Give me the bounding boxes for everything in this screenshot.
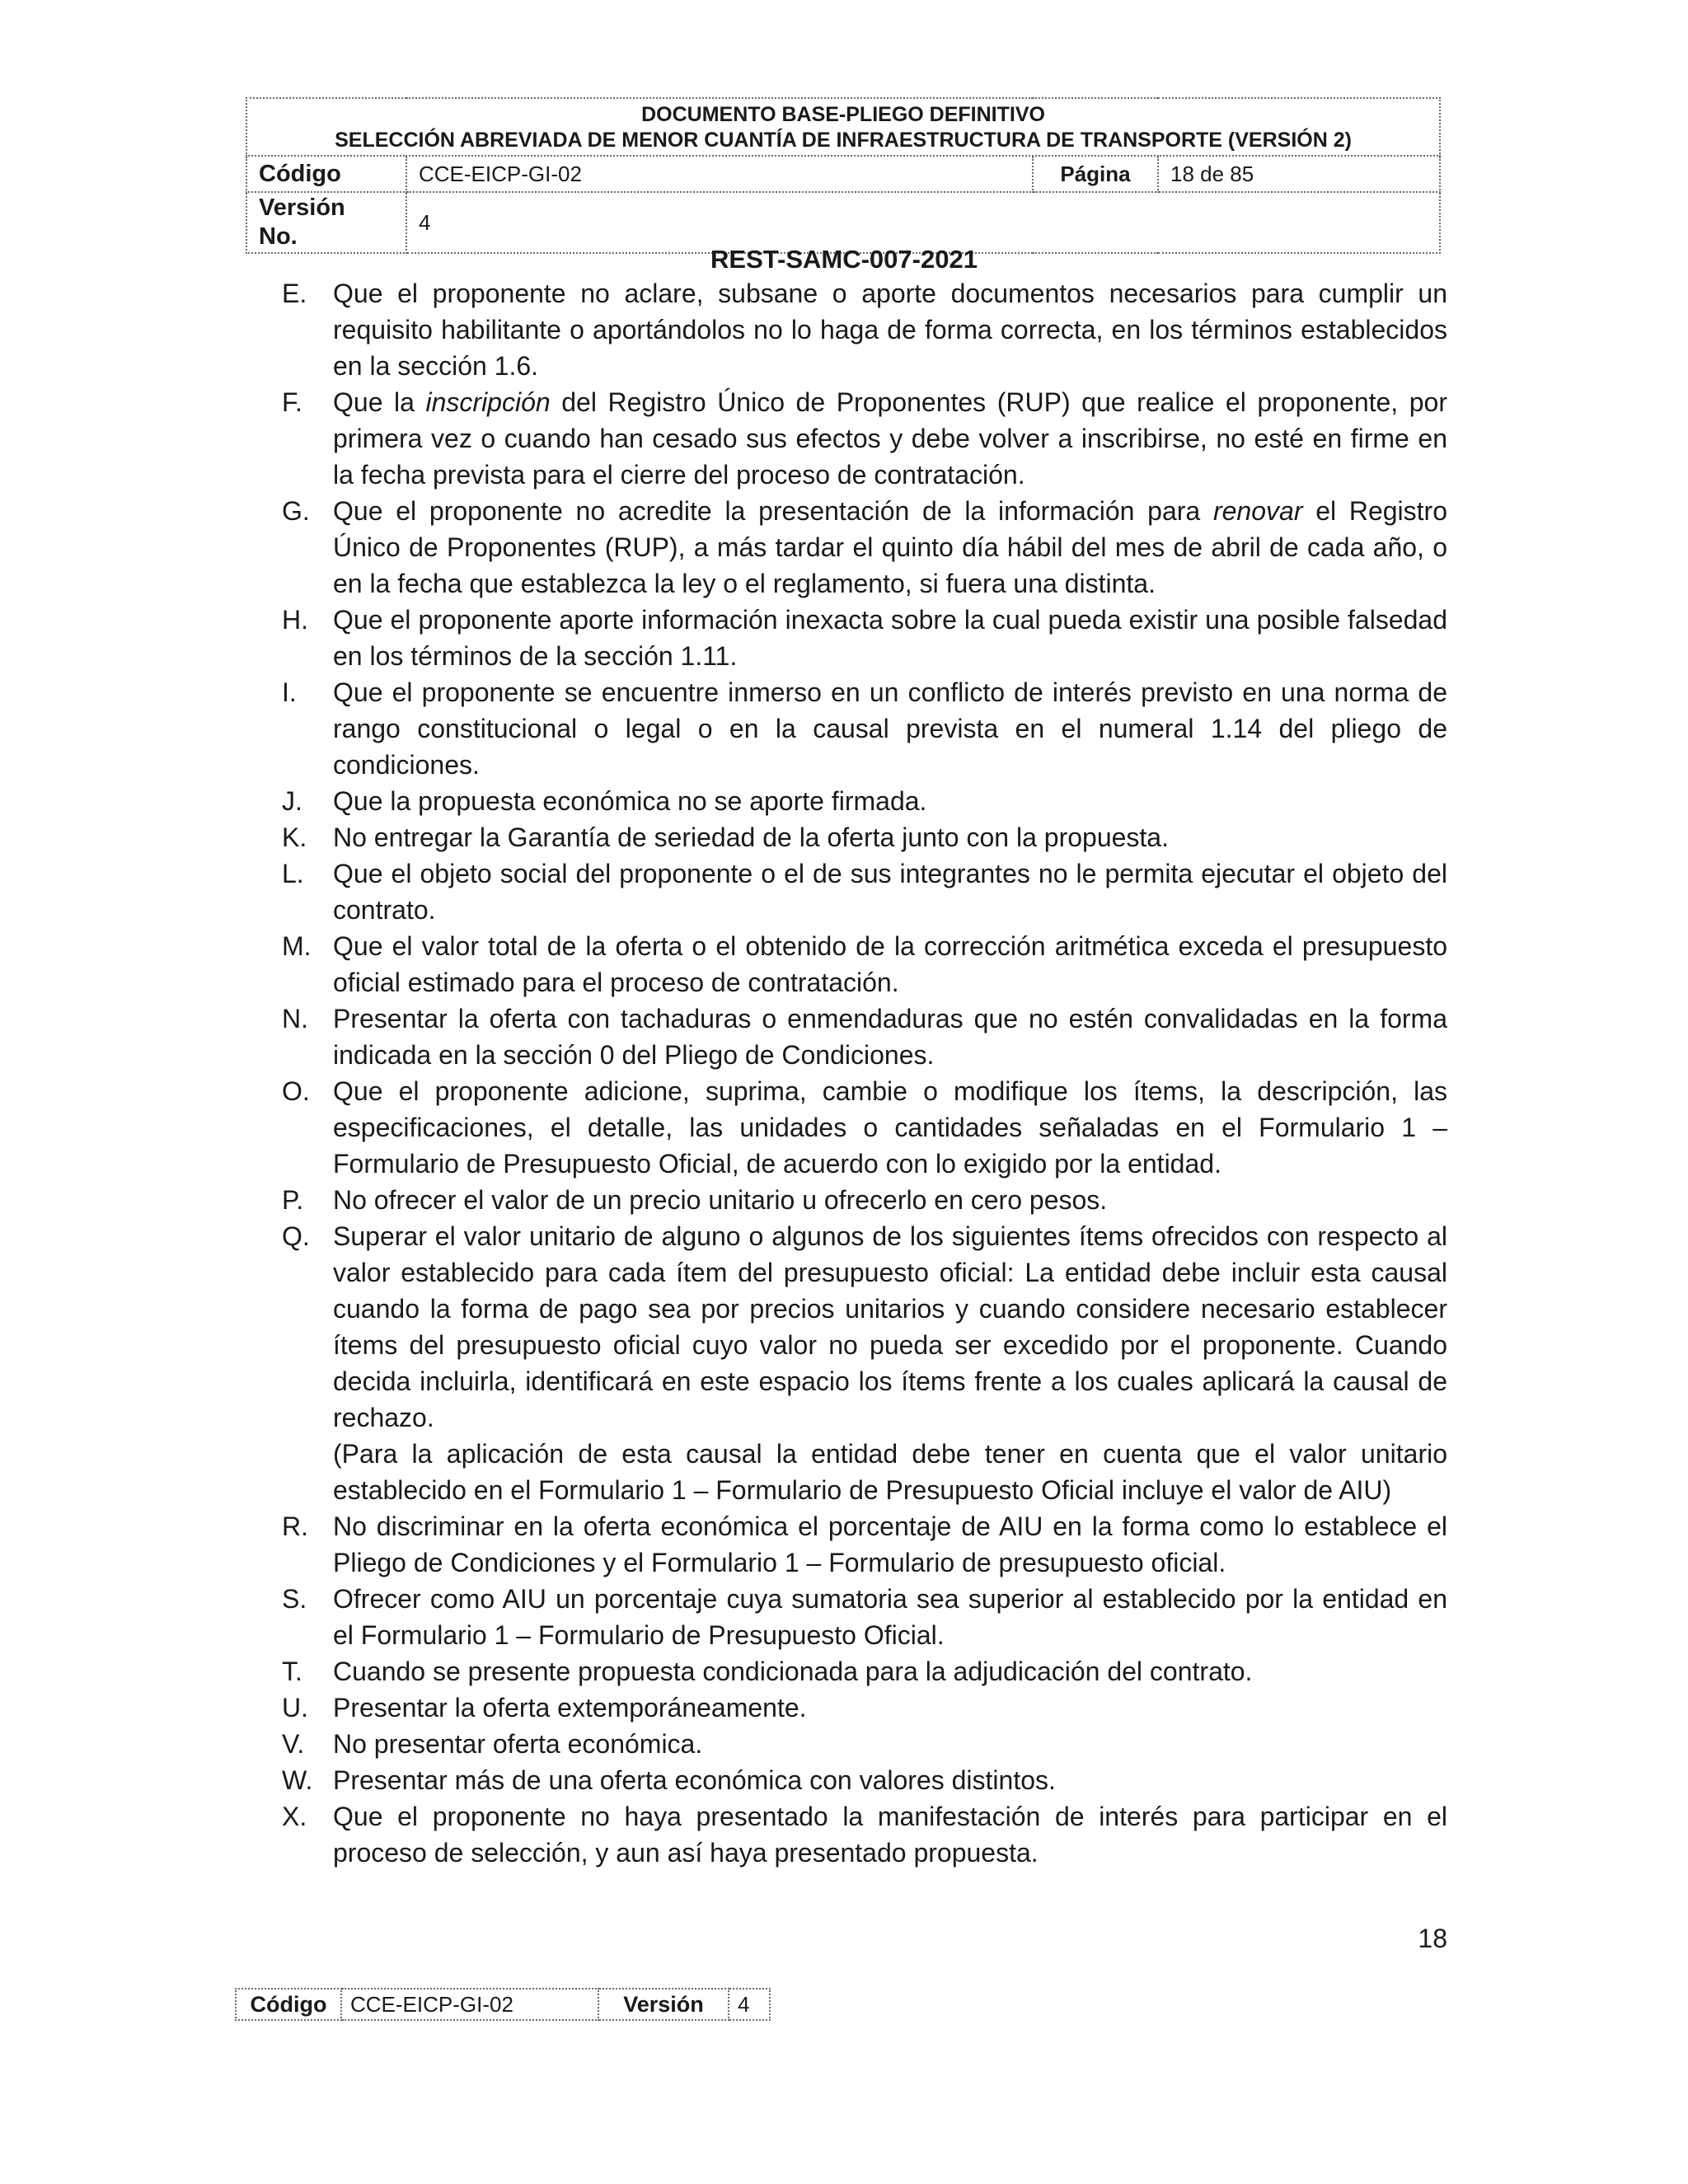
version-label-line-2: No.: [259, 223, 298, 250]
list-item-text: Superar el valor unitario de alguno o algunos de los siguientes ítems ofrecidos con respecto al valor establecido para cada ítem del presupuesto oficial: La entidad debe incluir esta causal cuando la forma de pago sea por precios unitarios y cuando considere necesario establecer ítems del presupuesto oficial cuyo valor no pueda ser excedido por el proponente. Cuando decida incluirla, identificará en este espacio los ítems frente a los cuales aplicará la causal de rechazo.: [333, 1221, 1447, 1432]
list-item: [279, 1001, 1447, 1073]
list-marker: F.: [282, 387, 302, 417]
codigo-label: Código: [246, 156, 406, 192]
list-marker: V.: [282, 1729, 305, 1759]
list-marker: N.: [282, 1004, 308, 1033]
list-marker: E.: [282, 279, 307, 308]
document-title-line-2: SELECCIÓN ABREVIADA DE MENOR CUANTÍA DE INFRAESTRUCTURA DE TRANSPORTE (VERSIÓN 2): [335, 129, 1352, 152]
list-item: [279, 1726, 1447, 1762]
pagina-value: 18 de 85: [1158, 156, 1440, 192]
list-item-text: [333, 384, 1447, 493]
list-item: [279, 384, 1447, 493]
list-item-text: Presentar la oferta extemporáneamente.: [333, 1693, 807, 1722]
document-footer-table: [235, 1988, 771, 2021]
footer-codigo-value: CCE-EICP-GI-02: [341, 1989, 598, 2020]
list-item-text: Que el proponente adicione, suprima, cambie o modifique los ítems, la descripción, las especificaciones, el detalle, las unidades o cantidades señaladas en el Formulario 1 – Formulario de Presupuesto Oficial, de acuerdo con lo exigido por la entidad.: [333, 1076, 1447, 1179]
list-item: [279, 1690, 1447, 1726]
list-marker: H.: [282, 605, 308, 635]
list-item: [279, 674, 1447, 783]
list-item-text: Presentar la oferta con tachaduras o enmendaduras que no estén convalidadas en la forma indicada en la sección 0 del Pliego de Condiciones.: [333, 1004, 1447, 1070]
list-item: [279, 928, 1447, 1001]
list-marker: I.: [282, 677, 297, 707]
list-marker: Q.: [282, 1221, 310, 1251]
list-item-text: Que el valor total de la oferta o el obtenido de la corrección aritmética exceda el presupuesto oficial estimado para el proceso de contratación.: [333, 931, 1447, 997]
list-item-text: [333, 493, 1447, 602]
process-id: REST-SAMC-007-2021: [710, 245, 978, 274]
list-marker: X.: [282, 1802, 307, 1831]
list-item-text: Presentar más de una oferta económica con valores distintos.: [333, 1765, 1056, 1795]
list-marker: G.: [282, 496, 310, 526]
page-number: 18: [1418, 1924, 1447, 1953]
text-segment: del Registro Único de Proponentes (RUP) que realice el proponente, por primera vez o cuando han cesado sus efectos y debe volver a inscribirse, no esté en firme en la fecha prevista para el cierre del proceso de contratación.: [333, 387, 1448, 490]
list-item: [279, 1073, 1447, 1182]
list-marker: P.: [282, 1185, 304, 1215]
footer-codigo-label: Código: [236, 1989, 341, 2020]
list-item: [279, 1762, 1447, 1798]
list-marker: J.: [282, 786, 302, 816]
list-item-text: Que el proponente aporte información inexacta sobre la cual pueda existir una posible falsedad en los términos de la sección 1.11.: [333, 605, 1447, 671]
list-marker: K.: [282, 823, 307, 852]
list-marker: O.: [282, 1076, 310, 1106]
pagina-label: Página: [1033, 156, 1158, 192]
list-item-text: Que el proponente no aclare, subsane o aporte documentos necesarios para cumplir un requisito habilitante o aportándolos no lo haga de forma correcta, en los términos establecidos en la sección 1.6.: [333, 279, 1447, 381]
list-item-text: Que la propuesta económica no se aporte firmada.: [333, 786, 927, 816]
list-item-text: Que el proponente se encuentre inmerso en un conflicto de interés previsto en una norma de rango constitucional o legal o en la causal prevista en el numeral 1.14 del pliego de condiciones.: [333, 677, 1447, 780]
list-marker: T.: [282, 1657, 302, 1686]
codigo-value: CCE-EICP-GI-02: [406, 156, 1033, 192]
text-segment: Que el proponente no acredite la presentación de la información para: [333, 496, 1213, 526]
list-item: [279, 493, 1447, 602]
list-item: [279, 1508, 1447, 1581]
list-item: [279, 819, 1447, 855]
emphasized-term: renovar: [1212, 496, 1303, 526]
list-item: [279, 855, 1447, 928]
document-title: [246, 98, 1440, 156]
document-header-table: [246, 97, 1441, 254]
list-marker: L.: [282, 859, 304, 888]
list-item-text: No presentar oferta económica.: [333, 1729, 703, 1759]
list-item-text: Ofrecer como AIU un porcentaje cuya sumatoria sea superior al establecido por la entidad en el Formulario 1 – Formulario de Presupuesto Oficial.: [333, 1584, 1447, 1650]
footer-version-label: Versión: [598, 1989, 729, 2020]
list-item-note: (Para la aplicación de esta causal la entidad debe tener en cuenta que el valor unitario establecido en el Formulario 1 – Formulario de Presupuesto Oficial incluye el valor de AIU): [333, 1439, 1447, 1505]
list-marker: S.: [282, 1584, 307, 1614]
list-item-text: Que el proponente no haya presentado la manifestación de interés para participar en el proceso de selección, y aun así haya presentado propuesta.: [333, 1802, 1447, 1868]
version-value: 4: [406, 192, 1440, 253]
list-item: [279, 602, 1447, 674]
emphasized-term: inscripción: [425, 387, 551, 417]
rejection-causes-list: [279, 275, 1447, 1871]
list-item: [279, 1581, 1447, 1653]
list-item: [279, 275, 1447, 384]
list-marker: M.: [282, 931, 312, 961]
list-item: [279, 1798, 1447, 1871]
list-marker: W.: [282, 1765, 313, 1795]
list-item-text: No discriminar en la oferta económica el porcentaje de AIU en la forma como lo establece el Pliego de Condiciones y el Formulario 1 – Formulario de presupuesto oficial.: [333, 1511, 1447, 1577]
list-item: [279, 1182, 1447, 1218]
list-item-text: No entregar la Garantía de seriedad de la oferta junto con la propuesta.: [333, 823, 1169, 852]
list-marker: U.: [282, 1693, 308, 1722]
text-segment: el Registro Único de Proponentes (RUP), a más tardar el quinto día hábil del mes de abril de cada año, o en la fecha que establezca la ley o el reglamento, si fuera una distinta.: [333, 496, 1448, 598]
list-item: [279, 1653, 1447, 1690]
version-label-line-1: Versión: [259, 194, 345, 221]
list-item-text: Cuando se presente propuesta condicionada para la adjudicación del contrato.: [333, 1657, 1253, 1686]
list-item-text: Que el objeto social del proponente o el de sus integrantes no le permita ejecutar el objeto del contrato.: [333, 859, 1447, 925]
list-marker: R.: [282, 1511, 308, 1541]
footer-version-value: 4: [729, 1989, 770, 2020]
list-item-text: No ofrecer el valor de un precio unitario u ofrecerlo en cero pesos.: [333, 1185, 1108, 1215]
list-item: [279, 1218, 1447, 1508]
document-title-line-1: DOCUMENTO BASE-PLIEGO DEFINITIVO: [641, 103, 1045, 126]
list-item: [279, 783, 1447, 819]
text-segment: Que la: [333, 387, 426, 417]
